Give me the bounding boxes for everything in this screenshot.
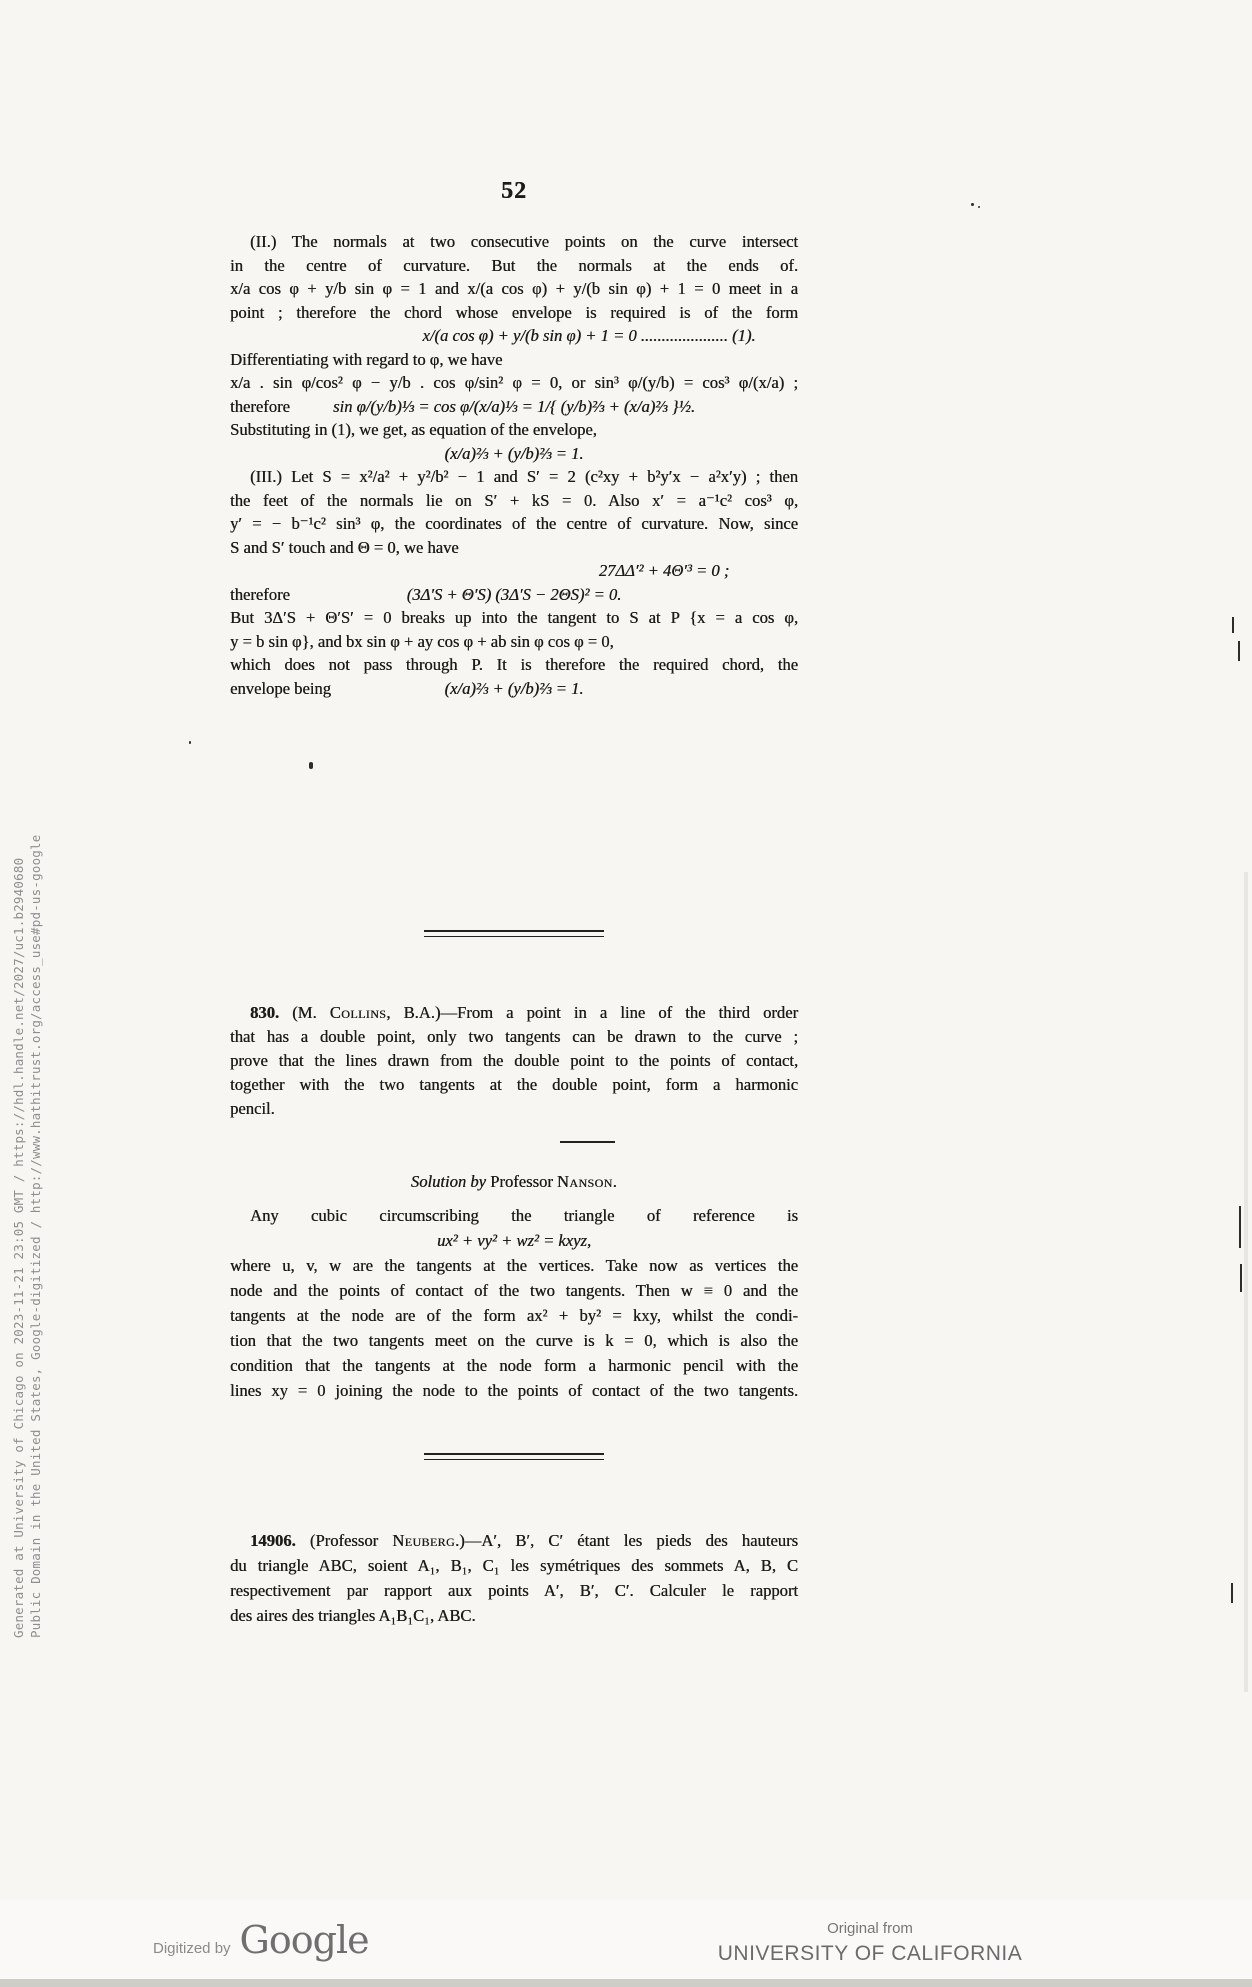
text-line: du triangle ABC, soient A₁, B₁, C₁ les symétriques des sommets A, B, C (230, 1556, 798, 1575)
equation-line: ux² + vy² + wz² = kxyz, (436, 1231, 592, 1250)
text-line: which does not pass through P. It is therefore the required chord, the (230, 655, 798, 674)
equation-text: x/(a cos φ) + y/(b sin φ) + 1 = 0 ..................... (1). (422, 326, 756, 345)
page-number: 52 (501, 178, 527, 204)
text-line: node and the points of contact of the two tangents. Then w ≡ 0 and the (230, 1281, 798, 1300)
equation-line (230, 559, 798, 583)
scan-artifact (978, 206, 980, 208)
section-normals-proof (230, 230, 798, 700)
text-line: Any cubic circumscribing the triangle of reference is (250, 1206, 798, 1225)
author-name: Collins (329, 1003, 387, 1022)
text-segment: .)—A′, B′, C′ étant les pieds des hauteurs (455, 1531, 798, 1550)
text-line: tangents at the node are of the form ax² + by² = kxy, whilst the condi- (230, 1306, 798, 1325)
text-line: des aires des triangles A₁B₁C₁, ABC. (230, 1606, 476, 1625)
equation-label: therefore (230, 396, 290, 416)
text-line: the feet of the normals lie on S′ + kS = 0. Also x′ = a⁻¹c² cos³ φ, (230, 490, 798, 510)
hathitrust-watermark (10, 778, 44, 1638)
google-logo: Google (239, 1918, 369, 1962)
text-line: (III.) Let S = x²/a² + y²/b² − 1 and S′ = 2 (c²xy + b²y′x − a²x′y) ; then (250, 467, 798, 486)
text-line: point ; therefore the chord whose envelope is required is of the form (230, 302, 798, 322)
equation-line: (x/a)⅔ + (y/b)⅔ = 1. (444, 443, 584, 463)
problem-number: 14906. (250, 1531, 296, 1550)
text-column (230, 230, 798, 1628)
author-name: Neuberg (392, 1531, 456, 1550)
labeled-equation-line (230, 395, 798, 419)
equation-line (230, 324, 798, 348)
original-from-label: Original from (827, 1920, 913, 1937)
institution-name: UNIVERSITY OF CALIFORNIA (717, 1942, 1023, 1965)
watermark-rights-line: Public Domain in the United States, Google-digitized / http://www.hathitrust.org/access_use#pd-us-google (28, 834, 43, 1638)
scan-artifact (1240, 1264, 1242, 1292)
text-line (230, 1528, 798, 1553)
solution-by-label: Solution by (410, 1172, 486, 1191)
equation-label: therefore (230, 584, 290, 604)
text-line: pencil. (230, 1099, 275, 1118)
solution-heading (230, 1169, 798, 1195)
equation-text: (3Δ′S + Θ′S) (3Δ′S − 2ΘS)² = 0. (406, 584, 622, 604)
text-line (230, 1001, 798, 1025)
text-line: lines xy = 0 joining the node to the points of contact of the two tangents. (230, 1381, 798, 1400)
scan-artifact (1231, 1583, 1233, 1603)
section-divider (424, 1453, 604, 1460)
text-line: in the centre of curvature. But the normals at the ends of. (230, 255, 798, 275)
text-line: condition that the tangents at the node form a harmonic pencil with the (230, 1356, 798, 1375)
labeled-equation-line (230, 677, 798, 701)
page-gutter-shadow (1244, 872, 1248, 1692)
problem-830 (230, 1001, 798, 1121)
text-line: But 3Δ′S + Θ′S′ = 0 breaks up into the tangent to S at P {x = a cos φ, (230, 608, 798, 627)
scan-artifact (1238, 641, 1240, 661)
watermark-generated-line: Generated at University of Chicago on 2023-11-21 23:05 GMT / https://hdl.handle.net/2027/uc1.b2940680 (11, 857, 26, 1638)
short-rule (560, 1141, 615, 1143)
scan-bottom-edge (0, 1979, 1252, 1987)
original-from-block (660, 1920, 1080, 1966)
problem-14906 (230, 1528, 798, 1628)
scan-artifact (1239, 1206, 1241, 1248)
text-line: together with the two tangents at the double point, form a harmonic (230, 1075, 798, 1094)
text-segment: (Professor (295, 1531, 393, 1550)
text-line: Differentiating with regard to φ, we have (230, 349, 503, 369)
text-segment: (M. (279, 1003, 330, 1022)
text-line: prove that the lines drawn from the double point to the points of contact, (230, 1051, 798, 1070)
equation-text: sin φ/(y/b)⅓ = cos φ/(x/a)⅓ = 1/{ (y/b)⅔ + (x/a)⅔ }½. (333, 396, 695, 416)
equation-text: 27ΔΔ′² + 4Θ′³ = 0 ; (598, 561, 730, 580)
digitized-by-label: Digitized by (153, 1940, 231, 1957)
problem-number: 830. (250, 1003, 280, 1022)
scan-artifact (189, 741, 191, 744)
text-line: respectivement par rapport aux points A′, B′, C′. Calculer le rapport (230, 1581, 798, 1600)
text-segment: Professor (485, 1172, 557, 1191)
text-line: that has a double point, only two tangents can be drawn to the curve ; (230, 1027, 798, 1046)
text-line: S and S′ touch and Θ = 0, we have (230, 537, 459, 557)
labeled-equation-line (230, 583, 798, 607)
text-segment: , B.A.)—From a point in a line of the third order (386, 1003, 798, 1022)
text-line: x/a . sin φ/cos² φ − y/b . cos φ/sin² φ = 0, or sin³ φ/(y/b) = cos³ φ/(x/a) ; (230, 373, 798, 392)
scan-artifact (309, 762, 313, 769)
text-line: (II.) The normals at two consecutive points on the curve intersect (250, 232, 798, 251)
text-line: y = b sin φ}, and bx sin φ + ay cos φ + ab sin φ cos φ = 0, (230, 631, 614, 651)
equation-label: envelope being (230, 678, 331, 698)
text-line: x/a cos φ + y/b sin φ = 1 and x/(a cos φ) + y/(b sin φ) + 1 = 0 meet in a (230, 279, 798, 298)
text-line: where u, v, w are the tangents at the vertices. Take now as vertices the (230, 1256, 798, 1275)
text-line: y′ = − b⁻¹c² sin³ φ, the coordinates of the centre of curvature. Now, since (230, 514, 798, 533)
section-divider (424, 930, 604, 937)
text-line: Substituting in (1), we get, as equation of the envelope, (230, 420, 597, 439)
digitized-by-block (153, 1918, 369, 1962)
scan-artifact (1232, 617, 1234, 633)
scan-artifact (971, 203, 974, 206)
solver-name: Nanson. (556, 1172, 618, 1191)
equation-text: (x/a)⅔ + (y/b)⅔ = 1. (444, 678, 584, 698)
text-line: tion that the two tangents meet on the curve is k = 0, which is also the (230, 1331, 798, 1350)
solution-body (230, 1203, 798, 1403)
